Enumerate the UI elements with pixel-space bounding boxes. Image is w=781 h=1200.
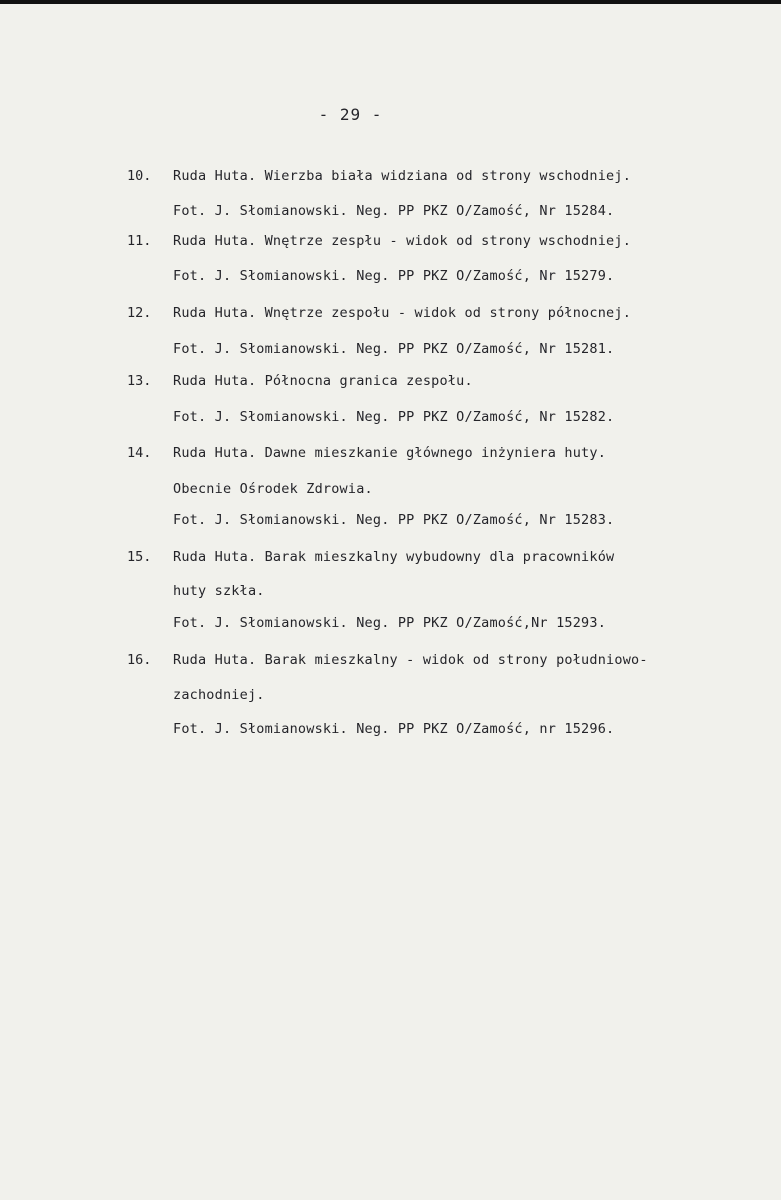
caption-continuation: Obecnie Ośrodek Zdrowia.	[173, 481, 373, 497]
caption-title: Ruda Huta. Barak mieszkalny wybudowny dla pracowników	[173, 549, 615, 565]
caption-continuation: huty szkła.	[173, 583, 265, 599]
photo-credit: Fot. J. Słomianowski. Neg. PP PKZ O/Zamość, Nr 15279.	[173, 268, 615, 284]
caption-title: Ruda Huta. Wnętrze zespołu - widok od strony północnej.	[173, 305, 632, 321]
entry-number: 15.	[127, 549, 152, 565]
photo-credit: Fot. J. Słomianowski. Neg. PP PKZ O/Zamość, nr 15296.	[173, 721, 615, 737]
photo-credit: Fot. J. Słomianowski. Neg. PP PKZ O/Zamość, Nr 15284.	[173, 203, 615, 219]
entry-number: 14.	[127, 445, 152, 461]
photo-credit: Fot. J. Słomianowski. Neg. PP PKZ O/Zamość, Nr 15283.	[173, 512, 615, 528]
scan-top-border	[0, 0, 781, 4]
photo-credit: Fot. J. Słomianowski. Neg. PP PKZ O/Zamość,Nr 15293.	[173, 615, 607, 631]
page-number: - 29 -	[318, 105, 383, 124]
caption-title: Ruda Huta. Barak mieszkalny - widok od strony południowo-	[173, 652, 648, 668]
entry-number: 10.	[127, 168, 152, 184]
photo-credit: Fot. J. Słomianowski. Neg. PP PKZ O/Zamość, Nr 15282.	[173, 409, 615, 425]
caption-title: Ruda Huta. Północna granica zespołu.	[173, 373, 473, 389]
entry-number: 11.	[127, 233, 152, 249]
entry-number: 16.	[127, 652, 152, 668]
caption-title: Ruda Huta. Dawne mieszkanie głównego inżyniera huty.	[173, 445, 607, 461]
photo-credit: Fot. J. Słomianowski. Neg. PP PKZ O/Zamość, Nr 15281.	[173, 341, 615, 357]
caption-title: Ruda Huta. Wnętrze zespłu - widok od strony wschodniej.	[173, 233, 632, 249]
entry-number: 13.	[127, 373, 152, 389]
caption-title: Ruda Huta. Wierzba biała widziana od strony wschodniej.	[173, 168, 632, 184]
caption-continuation: zachodniej.	[173, 687, 265, 703]
entry-number: 12.	[127, 305, 152, 321]
